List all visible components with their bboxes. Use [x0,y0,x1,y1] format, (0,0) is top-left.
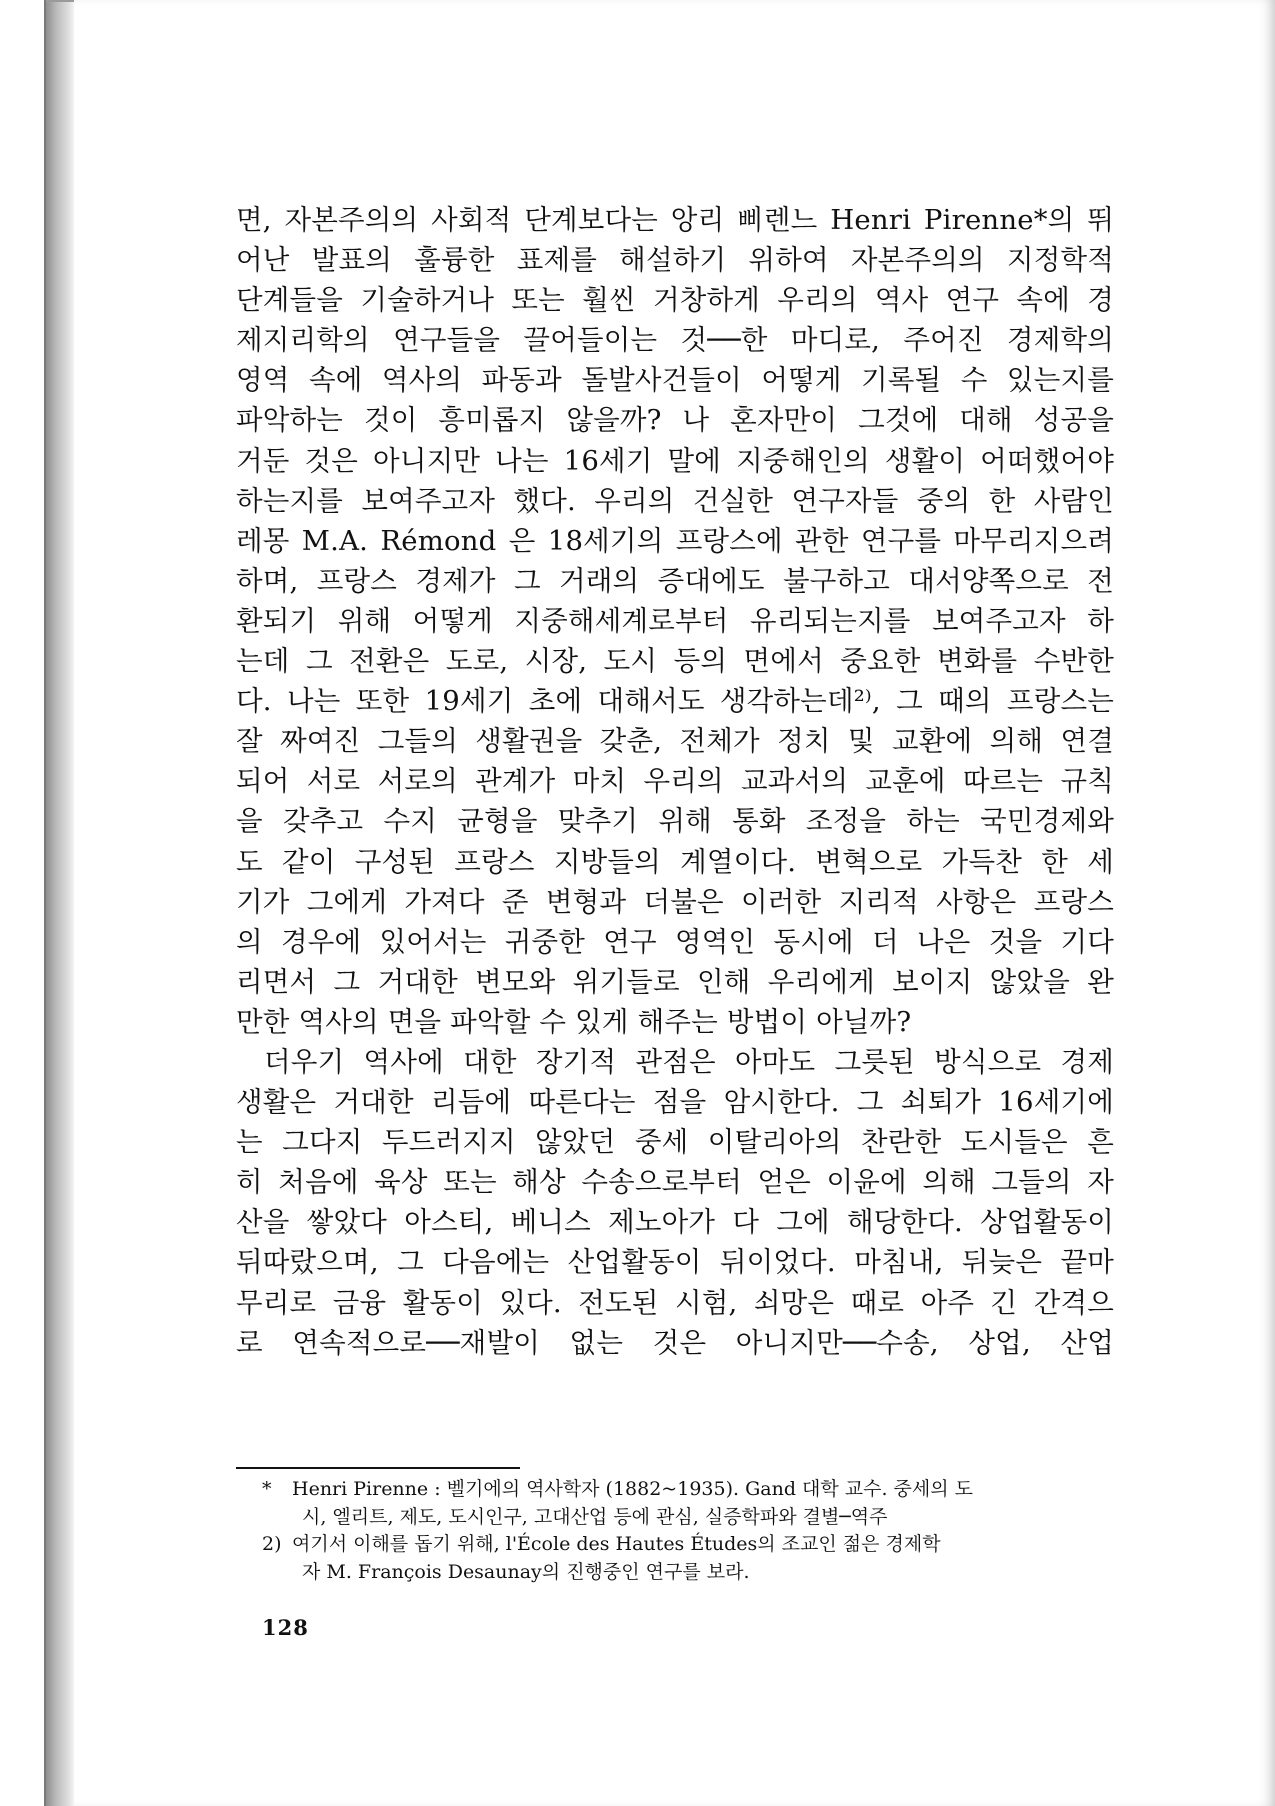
footnote-mark: * [262,1478,272,1500]
body-line: 하며, 프랑스 경제가 그 거래의 증대에도 불구하고 대서양쪽으로 전 [236,564,1114,597]
body-line: 다. 나는 또한 19세기 초에 대해서도 생각하는데²⁾, 그 때의 프랑스는 [236,685,1114,718]
footnotes [262,1476,1114,1586]
body-line: 히 처음에 육상 또는 해상 수송으로부터 얻은 이윤에 의해 그들의 자 [236,1166,1114,1199]
body-line: 환되기 위해 어떻게 지중해세계로부터 유리되는지를 보여주고자 하 [236,604,1114,637]
body-line: 영역 속에 역사의 파동과 돌발사건들이 어떻게 기록될 수 있는지를 [236,364,1114,397]
body-line: 산을 쌓았다 아스티, 베니스 제노아가 다 그에 해당한다. 상업활동이 [236,1206,1114,1239]
footnote-line [262,1476,1114,1504]
page-number: 128 [262,1615,309,1640]
body-line: 기가 그에게 가져다 준 변형과 더불은 이러한 지리적 사항은 프랑스 [236,885,1114,918]
footnote-line: 자 M. François Desaunay의 진행중인 연구를 보라. [302,1560,750,1583]
body-line: 레몽 M.A. Rémond 은 18세기의 프랑스에 관한 연구를 마무리지으려 [236,524,1114,557]
body-line: 어난 발표의 훌륭한 표제를 해설하기 위하여 자본주의의 지정학적 [236,244,1114,277]
body-line: 생활은 거대한 리듬에 따른다는 점을 암시한다. 그 쇠퇴가 16세기에 [236,1086,1114,1119]
body-line: 잘 짜여진 그들의 생활권을 갖춘, 전체가 정치 및 교환에 의해 연결 [236,725,1114,758]
body-line: 뒤따랐으며, 그 다음에는 산업활동이 뒤이었다. 마침내, 뒤늦은 끝마 [236,1246,1114,1279]
body-line: 는 그다지 두드러지지 않았던 중세 이탈리아의 찬란한 도시들은 흔 [236,1126,1114,1159]
body-line: 는데 그 전환은 도로, 시장, 도시 등의 면에서 중요한 변화를 수반한 [236,645,1114,678]
footnote-text: Henri Pirenne : 벨기에의 역사학자 (1882~1935). Gand 대학 교수. 중세의 도 [292,1478,974,1500]
body-line: 하는지를 보여주고자 했다. 우리의 건실한 연구자들 중의 한 사람인 [236,484,1114,517]
body-line: 로 연속적으로──재발이 없는 것은 아니지만──수송, 상업, 산업 [236,1326,1114,1359]
body-line: 도 같이 구성된 프랑스 지방들의 계열이다. 변혁으로 가득찬 한 세 [236,845,1114,878]
body-line: 무리로 금융 활동이 있다. 전도된 시험, 쇠망은 때로 아주 긴 간격으 [236,1286,1114,1319]
footnote-text: 여기서 이해를 돕기 위해, l'École des Hautes Études의 조교인 젊은 경제학 [292,1533,941,1555]
footnote-line [262,1531,1114,1559]
body-line: 파악하는 것이 흥미롭지 않을까? 나 혼자만이 그것에 대해 성공을 [236,404,1114,437]
body-line: 되어 서로 서로의 관계가 마치 우리의 교과서의 교훈에 따르는 규칙 [236,765,1114,798]
body-line: 제지리학의 연구들을 끌어들이는 것──한 마디로, 주어진 경제학의 [236,324,1114,357]
book-spine [46,0,74,1806]
body-line: 면, 자본주의의 사회적 단계보다는 앙리 삐렌느 Henri Pirenne*의 뛰 [236,204,1114,236]
body-line: 더우기 역사에 대한 장기적 관점은 아마도 그릇된 방식으로 경제 [264,1045,1114,1078]
body-line: 단계들을 기술하거나 또는 훨씬 거창하게 우리의 역사 연구 속에 경 [236,284,1114,317]
footnote-line: 시, 엘리트, 제도, 도시인구, 고대산업 등에 관심, 실증학파와 결별─역주 [302,1505,888,1528]
body-line: 거둔 것은 아니지만 나는 16세기 말에 지중해인의 생활이 어떠했어야 [236,444,1114,477]
footnote-mark: 2) [262,1533,282,1555]
body-line: 리면서 그 거대한 변모와 위기들로 인해 우리에게 보이지 않았을 완 [236,965,1114,998]
footnote-rule [236,1467,520,1469]
body-line: 을 갖추고 수지 균형을 맞추기 위해 통화 조정을 하는 국민경제와 [236,805,1114,838]
body-text [236,200,1114,1363]
body-line: 만한 역사의 면을 파악할 수 있게 해주는 방법이 아닐까? [236,1005,912,1038]
body-line: 의 경우에 있어서는 귀중한 연구 영역인 동시에 더 나은 것을 기다 [236,925,1114,958]
